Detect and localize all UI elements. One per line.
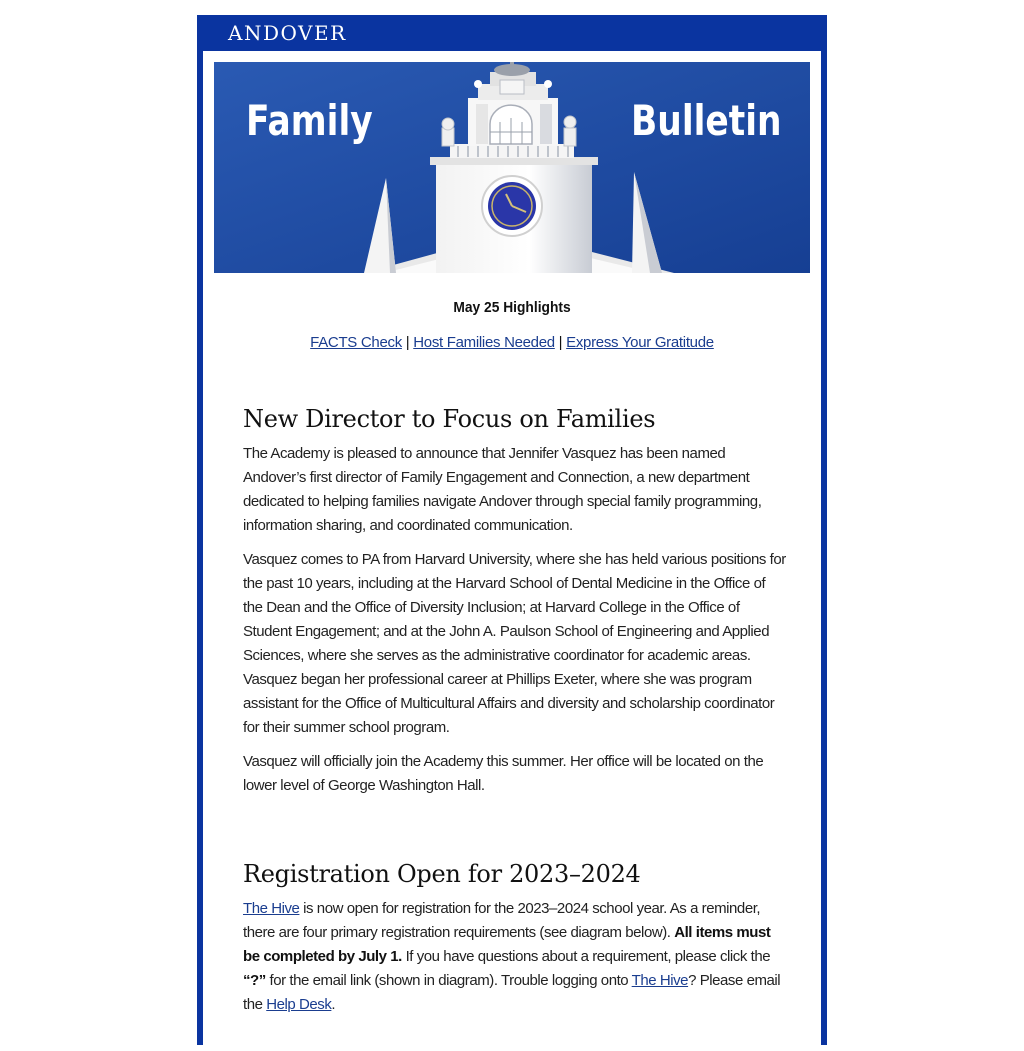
- article-paragraph: The Hive is now open for registration for the 2023–2024 school year. As a reminder, there are four primary registration requirements (see diagram below). All items must be completed by July 1. If you have questions about a requirement, please click the “?” for the email link (shown in diagram). Trouble logging onto The Hive? Please email the Help Desk.: [243, 900, 781, 1013]
- hero-title-bulletin: Bulletin: [631, 96, 782, 145]
- highlights-title: May 25 Highlights: [453, 299, 571, 316]
- hero-banner: [214, 62, 810, 273]
- link-help-desk[interactable]: Help Desk: [266, 996, 332, 1013]
- article-paragraph: Vasquez will officially join the Academy this summer. Her office will be located on the lower level of George Washington Hall.: [243, 753, 764, 794]
- article-heading: New Director to Focus on Families: [243, 405, 656, 433]
- article-heading: Registration Open for 2023–2024: [243, 860, 641, 888]
- article-paragraph: Vasquez comes to PA from Harvard University, where she has held various positions for the past 10 years, including at the Harvard School of Dental Medicine in the Office of the Dean and the Office of Diversity Inclusion; at Harvard College in the Office of Student Engagement; and at the John A. Paulson School of Engineering and Applied Sciences, where she serves as the administrative coordinator for academic areas. Vasquez began her professional career at Phillips Exeter, where she was program assistant for the Office of Multicultural Affairs and diversity and scholarship coordinator for their summer school program.: [243, 551, 786, 736]
- article-paragraph: The Academy is pleased to announce that Jennifer Vasquez has been named Andover’s first director of Family Engagement and Connection, a new department dedicated to helping families navigate Andover through special family programming, information sharing, and coordinated communication.: [243, 445, 762, 534]
- link-host-families-needed[interactable]: Host Families Needed: [413, 334, 555, 351]
- article-new-director: [243, 402, 788, 808]
- email-body: [203, 51, 821, 1051]
- clock-tower-image: [214, 62, 810, 273]
- question-mark-label: “?”: [243, 972, 266, 989]
- link-express-your-gratitude[interactable]: Express Your Gratitude: [566, 334, 714, 351]
- link-separator: |: [401, 334, 414, 351]
- deadline-notice: All items must be completed by July 1.: [243, 924, 771, 965]
- link-facts-check[interactable]: FACTS Check: [310, 334, 402, 351]
- link-the-hive[interactable]: The Hive: [243, 900, 300, 917]
- link-the-hive-2[interactable]: The Hive: [631, 972, 689, 989]
- link-separator: |: [554, 334, 567, 351]
- article-registration: [243, 857, 788, 1027]
- email-frame: [197, 15, 827, 1045]
- andover-logo[interactable]: ANDOVER: [228, 21, 347, 45]
- hero-title-family: Family: [246, 96, 373, 145]
- highlights-links: [203, 334, 821, 351]
